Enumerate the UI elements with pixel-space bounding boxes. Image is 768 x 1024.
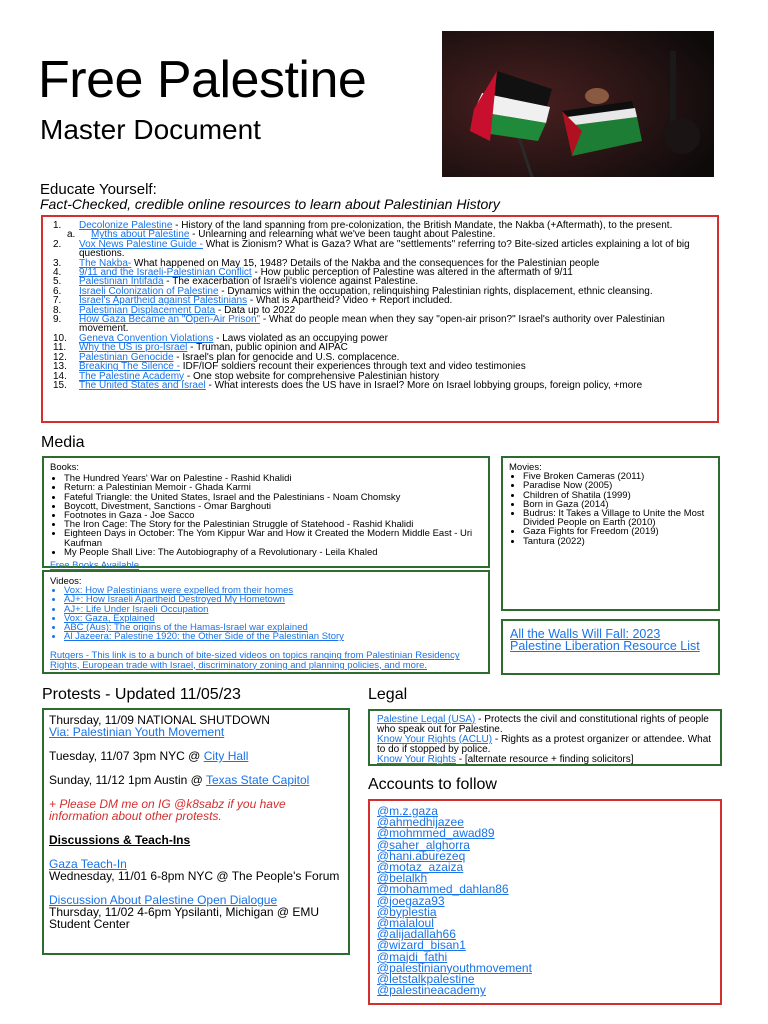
resource-link[interactable]: Israel's Apartheid against Palestinians	[79, 295, 248, 307]
video-link[interactable]: • AJ+: How Israeli Apartheid Destroyed My Hometown	[64, 595, 482, 604]
legal-box	[368, 709, 722, 766]
resource-description: - What is Apartheid? Video + Report included.	[247, 295, 453, 307]
movies-label: Movies:	[509, 462, 542, 473]
legal-link[interactable]: Palestine Legal (USA)	[377, 714, 476, 725]
resource-link[interactable]: 9/11 and the Israeli-Palestinian Conflict	[79, 267, 252, 279]
movie-item: • Budrus: It Takes a Village to Unite the Most Divided People on Earth (2010)	[523, 509, 712, 527]
palestine-flag-photo	[442, 31, 714, 177]
movie-item: • Five Broken Cameras (2011)	[523, 472, 712, 481]
resource-link[interactable]: The United States and Israel	[79, 379, 206, 391]
gaza-teachin-link[interactable]: Gaza Teach-In	[49, 857, 127, 871]
videos-list	[50, 586, 482, 641]
resource-description: - How public perception of Palestine was altered in the aftermath of 9/11	[251, 267, 573, 279]
account-handle-link[interactable]: @mohammed_dahlan86	[377, 882, 509, 897]
legal-link[interactable]: Know Your Rights	[377, 754, 456, 765]
account-handle-link[interactable]: @motaz_azaiza	[377, 860, 464, 875]
resource-number: 9.	[53, 314, 62, 326]
video-link[interactable]: • Al Jazeera: Palestine 1920: the Other Side of the Palestinian Story	[64, 632, 482, 641]
account-handle-link[interactable]: @saher_alghorra	[377, 837, 470, 852]
resource-number: 6.	[53, 285, 62, 297]
resource-description: - What interests does the US have in Israel? More on Israel lobbying groups, foreign policy, +more	[205, 379, 643, 391]
city-hall-link[interactable]: City Hall	[203, 749, 249, 763]
book-item: • Footnotes in Gaza - Joe Sacco	[64, 511, 482, 520]
resource-number: 10.	[53, 332, 67, 344]
movie-item: • Children of Shatila (1999)	[523, 491, 712, 500]
resource-item	[43, 381, 713, 390]
resource-description: What happened on May 15, 1948? Details of the Nakba and the consequences for the Palestinian people	[131, 257, 600, 269]
legal-list	[377, 715, 713, 765]
resource-number: 14.	[53, 370, 67, 382]
movie-item: • Born in Gaza (2014)	[523, 500, 712, 509]
resource-link[interactable]: Geneva Convention Violations	[79, 332, 214, 344]
movies-box	[501, 456, 720, 611]
video-link[interactable]: • Vox: How Palestinians were expelled from their homes	[64, 586, 482, 595]
protests-heading: Protests - Updated 11/05/23	[42, 686, 241, 703]
resource-description: - Data up to 2022	[215, 304, 296, 316]
rutgers-link[interactable]: Rutgers - This link is to a bunch of bite-sized videos on topics ranging from Palestinian Residency Rights, European trade with Israel, discriminatory zoning and planning policies, and more.	[50, 650, 460, 671]
resource-item	[43, 240, 713, 259]
resource-description: - What do people mean when they say "open-air prison?" Israel's authority over Palestinian movement.	[79, 314, 665, 335]
account-handle-link[interactable]: @malaloul	[377, 916, 434, 931]
resource-link[interactable]: The Palestine Academy	[79, 370, 185, 382]
discussion-details: Thursday, 11/02 4-6pm Ypsilanti, Michigan @ EMU Student Center	[49, 905, 320, 931]
books-list	[50, 474, 482, 557]
video-link[interactable]: • ABC (Aus): The origins of the Hamas-Israel war explained	[64, 623, 482, 632]
page-subtitle: Master Document	[40, 114, 261, 145]
resource-link[interactable]: Palestinian Intifada	[79, 276, 164, 288]
resource-link[interactable]: Decolonize Palestine	[79, 220, 173, 231]
educate-heading: Educate Yourself:	[40, 181, 157, 198]
walls-resource-link[interactable]: All the Walls Will Fall: 2023 Palestine Liberation Resource List	[510, 627, 700, 653]
books-label: Books:	[50, 462, 80, 473]
account-handle-link[interactable]: @byplestia	[377, 904, 437, 919]
gaza-teachin-details: Wednesday, 11/01 6-8pm NYC @ The People's Forum	[49, 869, 340, 883]
accounts-heading: Accounts to follow	[368, 776, 497, 793]
resource-number: 13.	[53, 361, 67, 373]
video-link[interactable]: • AJ+: Life Under Israeli Occupation	[64, 605, 482, 614]
resource-description: What is Zionism? What is Gaza? What are "settlements" referring to? Bite-sized articles explaining a lot of big questions.	[79, 238, 690, 260]
resource-number: 15.	[53, 379, 67, 391]
resource-item	[43, 315, 713, 334]
resource-number: 1.	[53, 220, 62, 231]
page-title: Free Palestine	[38, 51, 367, 109]
tuesday-event: Tuesday, 11/07 3pm NYC @	[49, 749, 204, 763]
videos-box	[42, 570, 490, 674]
accounts-box	[368, 799, 722, 1005]
resource-description: - One stop website for comprehensive Palestinian history	[184, 370, 440, 382]
account-handle-link[interactable]: @mohmmed_awad89	[377, 826, 495, 841]
resource-link[interactable]: Palestinian Displacement Data	[79, 304, 216, 316]
accounts-list	[377, 806, 532, 996]
resource-link[interactable]: Vox News Palestine Guide -	[79, 238, 203, 250]
legal-item	[377, 715, 713, 735]
movie-item: • Paradise Now (2005)	[523, 481, 712, 490]
resource-link[interactable]: Myths about Palestine	[91, 229, 190, 241]
walls-box	[501, 619, 720, 675]
legal-link[interactable]: Know Your Rights (ACLU)	[377, 734, 493, 745]
teachins-heading: Discussions & Teach-Ins	[49, 833, 191, 847]
account-handle-link[interactable]: @letstalkpalestine	[377, 972, 475, 987]
book-item: • Boycott, Divestment, Sanctions - Omar Barghouti	[64, 502, 482, 511]
texas-capitol-link[interactable]: Texas State Capitol	[205, 773, 310, 787]
book-item: • The Iron Cage: The Story for the Palestinian Struggle of Statehood - Rashid Khalidi	[64, 520, 482, 529]
movie-item: • Tantura (2022)	[523, 537, 712, 546]
book-item: • Fateful Triangle: the United States, Israel and the Palestinians - Noam Chomsky	[64, 493, 482, 502]
resource-number: 4.	[53, 267, 62, 279]
free-books-link[interactable]: Free Books Available	[50, 560, 140, 572]
protests-box	[42, 708, 350, 955]
resource-link[interactable]: Breaking The Silence -	[79, 361, 180, 373]
account-handle-link[interactable]: @palestineacademy	[377, 983, 486, 998]
resource-list	[43, 217, 717, 390]
resource-number: 3.	[53, 257, 62, 269]
educate-subheading: Fact-Checked, credible online resources to learn about Palestinian History	[40, 196, 500, 212]
resource-number: 2.	[53, 238, 62, 250]
legal-description: - Rights as a protest organizer or attendee. What to do if stopped by police.	[377, 734, 712, 755]
shutdown-event: Thursday, 11/09 NATIONAL SHUTDOWN	[49, 713, 270, 727]
resource-number: 12.	[53, 351, 67, 363]
account-handle-link[interactable]: @palestinianyouthmovement	[377, 960, 532, 975]
resource-description: - Laws violated as an occupying power	[213, 332, 388, 344]
resource-description: - Israel's plan for genocide and U.S. complacence.	[173, 351, 400, 363]
shutdown-via-link[interactable]: Via: Palestinian Youth Movement	[49, 725, 225, 739]
movies-list	[509, 472, 712, 546]
account-handle-link[interactable]: @wizard_bisan1	[377, 938, 466, 953]
legal-item	[377, 735, 713, 755]
book-item: • The Hundred Years' War on Palestine - Rashid Khalidi	[64, 474, 482, 483]
resource-link[interactable]: Why the US is pro-Israel	[79, 342, 188, 354]
legal-heading: Legal	[368, 686, 408, 703]
account-handle-link[interactable]: @joegaza93	[377, 893, 445, 908]
dm-note: + Please DM me on IG @k8sabz if you have information about other protests.	[49, 797, 286, 823]
resource-description: - Truman, public opinion and AIPAC	[187, 342, 348, 354]
legal-description: - [alternate resource + finding solicitors]	[455, 754, 634, 765]
book-item: • Eighteen Days in October: The Yom Kippur War and How it Created the Modern Middle East - Uri Kaufman	[64, 529, 482, 547]
resource-number: a.	[67, 229, 76, 241]
resource-link[interactable]: The Nakba-	[79, 257, 132, 269]
account-handle-link[interactable]: @belalkh	[377, 871, 428, 886]
discussion-link[interactable]: Discussion About Palestine Open Dialogue	[49, 893, 278, 907]
resource-description: - The exacerbation of Israeli's violence against Palestine.	[163, 276, 419, 288]
resource-description: - Unlearning and relearning what we've been taught about Palestine.	[189, 229, 496, 241]
book-item: • My People Shall Live: The Autobiography of a Revolutionary - Leila Khaled	[64, 548, 482, 557]
legal-item	[377, 755, 713, 765]
resource-number: 5.	[53, 276, 62, 288]
resource-link[interactable]: Israeli Colonization of Palestine	[79, 285, 219, 297]
resource-description: - History of the land spanning from pre-colonization, the British Mandate, the Nakba (+Aftermath), to the present.	[172, 220, 673, 231]
account-handle-link[interactable]: @majdi_fathi	[377, 949, 448, 964]
media-heading: Media	[41, 434, 85, 451]
resource-link[interactable]: Palestinian Genocide	[79, 351, 174, 363]
account-handle-link[interactable]: @alijadallah66	[377, 927, 456, 942]
movie-item: • Gaza Fights for Freedom (2019)	[523, 527, 712, 536]
sunday-event: Sunday, 11/12 1pm Austin @	[49, 773, 206, 787]
account-handle-link[interactable]: @m.z.gaza	[377, 804, 438, 818]
resource-description: IDF/IOF soldiers recount their experiences through text and video testimonies	[179, 361, 526, 373]
account-handle-link[interactable]: @hani.aburezeq	[377, 848, 466, 863]
resource-list-box	[41, 215, 719, 423]
resource-description: - Dynamics within the occupation, relinquishing Palestinian rights, displacement, ethnic cleansing.	[218, 285, 653, 297]
video-link[interactable]: • Vox: Gaza, Explained	[64, 614, 482, 623]
resource-link[interactable]: How Gaza Became an "Open-Air Prison"	[79, 314, 261, 326]
legal-description: - Protects the civil and constitutional rights of people who speak out for Palestine.	[377, 714, 709, 735]
resource-number: 8.	[53, 304, 62, 316]
resource-number: 7.	[53, 295, 62, 307]
book-item: • Return: a Palestinian Memoir - Ghada Karmi	[64, 483, 482, 492]
books-box	[42, 456, 490, 572]
videos-label: Videos:	[50, 576, 82, 587]
account-handle-link[interactable]: @ahmedhijazee	[377, 815, 464, 830]
resource-number: 11.	[53, 342, 67, 354]
